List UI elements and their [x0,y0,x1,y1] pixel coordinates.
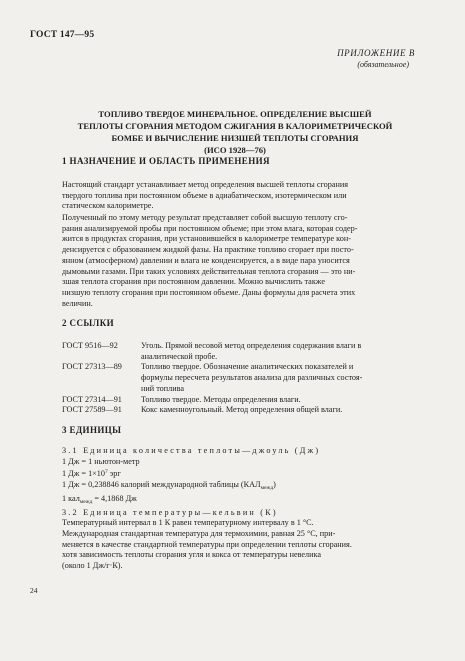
subscript: межд [260,485,274,492]
section-heading: 1 НАЗНАЧЕНИЕ И ОБЛАСТЬ ПРИМЕНЕНИЯ [62,156,270,166]
title-line: БОМБЕ И ВЫЧИСЛЕНИЕ НИЗШЕЙ ТЕПЛОТЫ СГОРАНИЯ [111,133,359,143]
references-list [62,341,422,416]
exponent: 7 [105,469,108,476]
text-line: аналитической пробе. [141,351,218,361]
text-part: = 4,1868 Дж [92,493,137,503]
text-line: жится в продуктах сгорания, при установившейся в калориметре температуре кон- [62,234,351,244]
text-line: ний топлива [141,383,184,393]
text-line: рания анализируемой пробы при постоянном объеме; при этом влага, которая содер- [62,223,358,233]
title-line: ТОПЛИВО ТВЕРДОЕ МИНЕРАЛЬНОЕ. ОПРЕДЕЛЕНИЕ ВЫСШЕЙ [98,109,372,119]
text-line: 1 Дж = 1 ньютон-метр [62,456,140,466]
page-number: 24 [30,586,38,595]
text-line: хотя зависимость теплоты сгорания угля и кокса от температуры невелика [62,550,321,560]
reference-code: ГОСТ 27589—91 [62,405,122,415]
reference-item [62,362,422,394]
text-line [62,467,422,480]
reference-item [62,405,422,416]
units-block [62,446,422,572]
text-line: Топливо твердое. Обозначение аналитических показателей и [141,362,354,372]
text-line: денсируется с образованием жидкой фазы. На практике топливо сгорает при посто- [62,245,354,255]
text-line: низшую теплоту сгорания при постоянном объеме. Даны формулы для расчета этих [62,287,356,297]
text-part: 1 кал [62,493,80,503]
unit-definition: 3.2 Единица температуры—кельвин (К) [62,507,278,517]
text-line: статическом калориметре. [62,201,154,211]
text-line: янном (атмосферном) давлении и влага не конденсируется, а в виде пара уносится [62,255,350,265]
appendix-note: (обязательное) [357,60,409,69]
title-line: ТЕПЛОТЫ СГОРАНИЯ МЕТОДОМ СЖИГАНИЯ В КАЛОРИМЕТРИЧЕСКОЙ [77,121,393,131]
text-part: ) [273,480,276,490]
text-line [62,494,422,508]
title-line: (ИСО 1928—76) [204,145,266,155]
text-line: Температурный интервал в 1 К равен температурному интервалу в 1 °С. [62,518,314,528]
reference-text [141,341,422,362]
text-line: Кокс каменноугольный. Метод определения общей влаги. [141,405,343,415]
text-line: Международная стандартная температура для термохимии, равная 25 °С, при- [62,528,336,538]
subscript: межд [79,498,93,505]
section-heading: 2 ССЫЛКИ [62,318,115,328]
reference-code: ГОСТ 27314—91 [62,394,122,404]
text-line: (около 1 Дж/г·К). [62,561,123,571]
text-line: меняется в качестве стандартной температуры при определении теплоты сгорания. [62,539,352,549]
text-part: 1 Дж = 1×10 [62,469,105,479]
section-heading: 3 ЕДИНИЦЫ [62,425,122,435]
text-part: 1 Дж = 0,238846 калорий международной таблицы (КАЛ [62,480,261,490]
reference-text [141,395,422,406]
reference-text [141,362,422,394]
reference-code: ГОСТ 9516—92 [62,341,118,350]
standard-number: ГОСТ 147—95 [30,30,95,40]
text-line: величин. [62,298,93,308]
text-line: Полученный по этому методу результат представляет собой высшую теплоту сго- [62,213,348,222]
text-line: зшая теплота сгорания при постоянном давлении. Можно вычислить также [62,277,325,287]
text-line: Настоящий стандарт устанавливает метод определения высшей теплоты сгорания [62,180,348,189]
unit-definition: 3.1 Единица количества теплоты—джоуль (Дж) [62,446,321,455]
text-line: формулы пересчета результатов анализа для различных состоя- [141,373,363,383]
text-line [62,480,422,494]
appendix-label: ПРИЛОЖЕНИЕ В [337,48,415,58]
paragraph [62,213,420,309]
reference-item [62,395,422,406]
paragraph [62,180,420,212]
reference-code: ГОСТ 27313—89 [62,362,122,372]
text-line: Топливо твердое. Методы определения влаги. [141,394,301,404]
text-part: эрг [107,469,121,479]
reference-item [62,341,422,362]
reference-text [141,405,422,416]
text-line: дымовыми газами. При таких условиях действительная теплота сгорания — это ни- [62,266,356,276]
document-title [40,108,430,156]
text-line: твердого топлива при постоянном объеме в адиабатическом, изотермическом или [62,190,347,200]
text-line: Уголь. Прямой весовой метод определения содержания влаги в [141,341,362,350]
